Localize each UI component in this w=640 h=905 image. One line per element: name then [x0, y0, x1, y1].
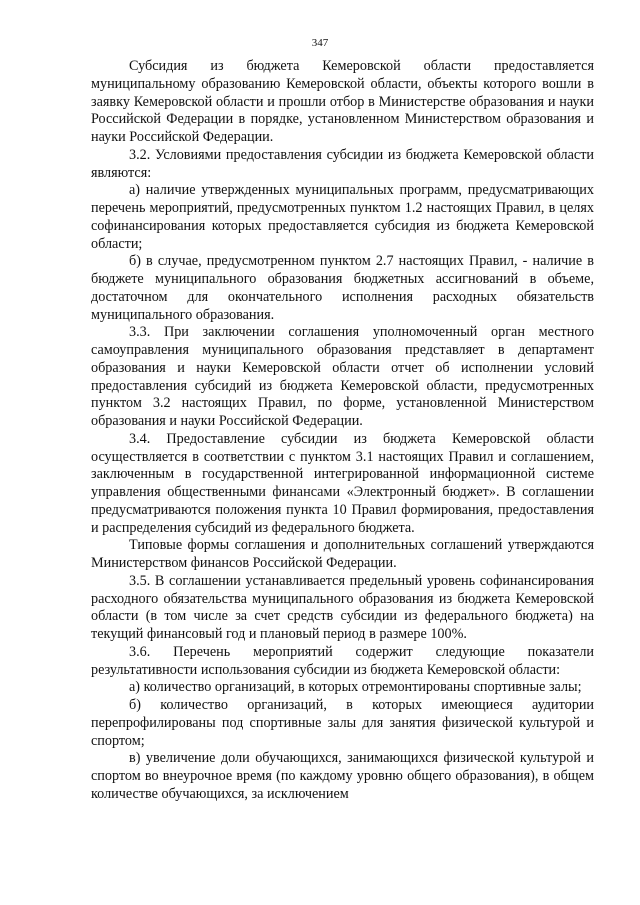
paragraph-3-6-c: в) увеличение доли обучающихся, занимающихся физической культурой и спортом во внеурочное время (по каждому уровню общего образования), в общем количестве обучающихся, за исключением: [91, 750, 594, 802]
page-number: 347: [311, 37, 329, 49]
paragraph-3-6-a: а) количество организаций, в которых отремонтированы спортивные залы;: [129, 679, 582, 696]
paragraph-3-2: 3.2. Условиями предоставления субсидии из бюджета Кемеровской области являются:: [91, 146, 594, 181]
paragraph-3-3: 3.3. При заключении соглашения уполномоченный орган местного самоуправления муниципального образования представляет в департамент образования и науки Кемеровской области отчет об исполнении условий предоставления субсидий из бюджета Кемеровской области, предусмотренных пунктом 3.2 настоящих Правил, по форме, установленной Министерством образования и науки Российской Федерации.: [91, 324, 594, 429]
paragraph-3-6: 3.6. Перечень мероприятий содержит следующие показатели результативности использования субсидии из бюджета Кемеровской области:: [91, 643, 594, 678]
paragraph-typical-forms: Типовые формы соглашения и дополнительных соглашений утверждаются Министерством финансов Российской Федерации.: [91, 537, 594, 571]
document-body: [91, 58, 594, 804]
paragraph-3-4: 3.4. Предоставление субсидии из бюджета Кемеровской области осуществляется в соответствии с пунктом 3.1 настоящих Правил и соглашением, заключенным в государственной интегрированной информационной системе управления общественными финансами «Электронный бюджет». В соглашении предусматриваются положения пункта 10 Правил формирования, предоставления и распределения субсидий из федерального бюджета.: [91, 430, 594, 536]
paragraph-3-2-b: б) в случае, предусмотренном пунктом 2.7 настоящих Правил, - наличие в бюджете муниципального образования бюджетных ассигнований в объеме, достаточном для окончательного исполнения расходных обязательств муниципального образования.: [91, 253, 594, 323]
paragraph-3-5: 3.5. В соглашении устанавливается предельный уровень софинансирования расходного обязательства муниципального образования из бюджета Кемеровской области (в том числе за счет средств субсидии из федерального бюджета) на текущий финансовый год и плановый период в размере 100%.: [91, 572, 594, 642]
paragraph-3-6-b: б) количество организаций, в которых имеющиеся аудитории перепрофилированы под спортивные залы для занятия физической культурой и спортом;: [91, 697, 594, 749]
paragraph-subsidy-intro: Субсидия из бюджета Кемеровской области предоставляется муниципальному образованию Кемеровской области, объекты которого вошли в заявку Кемеровской области и прошли отбор в Министерстве образования и науки Российской Федерации в порядке, установленном Министерством образования и науки Российской Федерации.: [91, 58, 594, 145]
paragraph-3-2-a: а) наличие утвержденных муниципальных программ, предусматривающих перечень мероприятий, предусмотренных пунктом 1.2 настоящих Правил, в целях софинансирования которых предоставляется субсидия из бюджета Кемеровской области;: [91, 182, 594, 252]
